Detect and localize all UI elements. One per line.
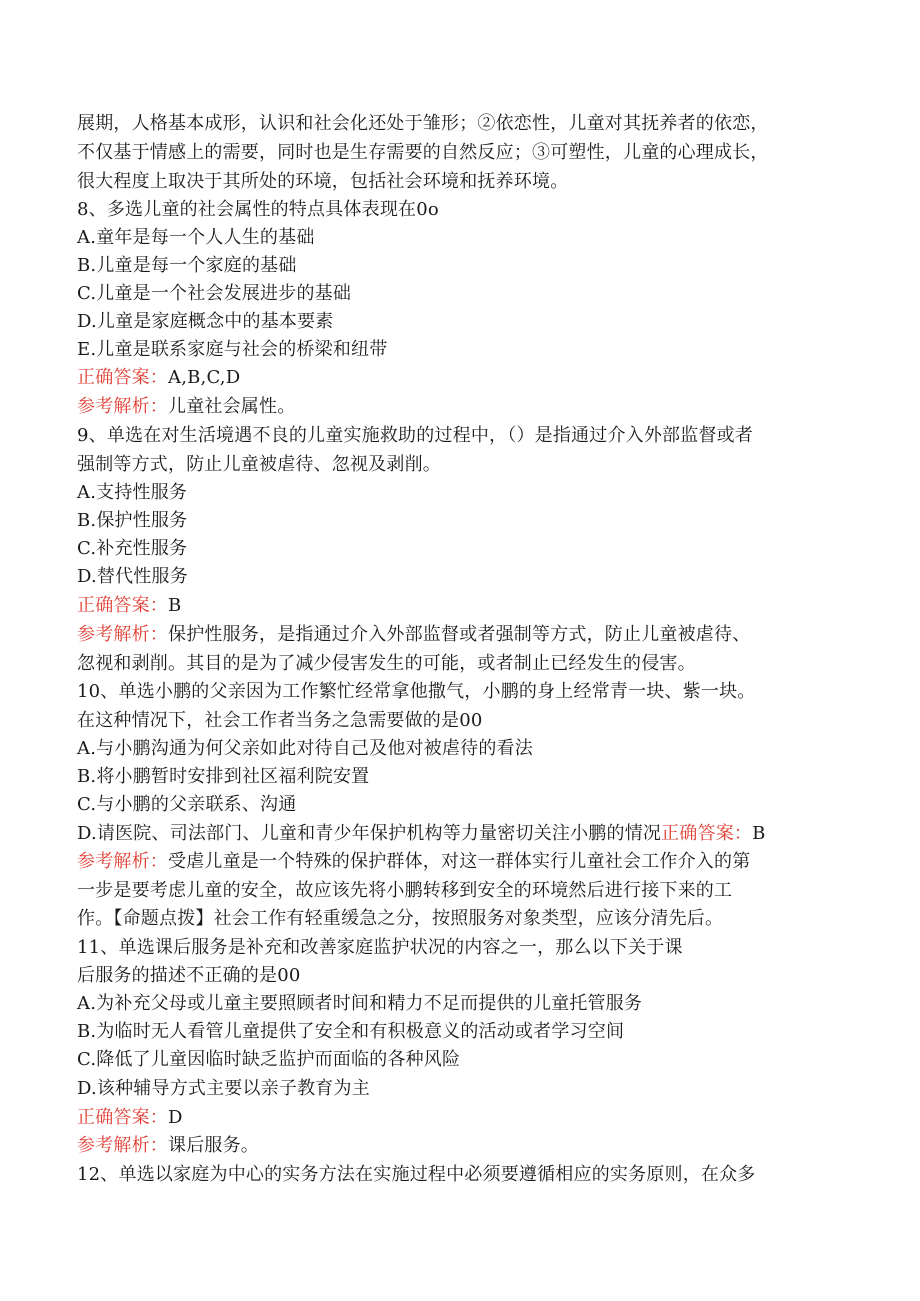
- answer-line: [77, 364, 240, 392]
- text-line: 很大程度上取决于其所处的环境，包括社会环境和抚养环境。: [77, 171, 569, 192]
- option: D.替代性服务: [77, 566, 188, 587]
- analysis-text: 忽视和剥削。其目的是为了减少侵害发生的可能，或者制止已经发生的侵害。: [77, 653, 696, 674]
- answer-line: [77, 1104, 183, 1132]
- answer-value: B: [168, 595, 182, 616]
- option: C.儿童是一个社会发展进步的基础: [77, 283, 352, 304]
- text-line: 不仅基于情感上的需要，同时也是生存需要的自然反应；③可塑性，儿童的心理成长，: [77, 142, 769, 163]
- question-9-stem: 强制等方式，防止儿童被虐待、忽视及剥削。: [77, 454, 441, 475]
- answer-line: [77, 592, 181, 620]
- analysis-text: 受虐儿童是一个特殊的保护群体，对这一群体实行儿童社会工作介入的第: [168, 851, 751, 872]
- analysis-text: 作。【命题点拨】社会工作有轻重缓急之分，按照服务对象类型，应该分清先后。: [77, 908, 724, 929]
- option: B.将小鹏暂时安排到社区福利院安置: [77, 766, 370, 787]
- answer-value: D: [168, 1107, 183, 1128]
- question-9-stem: 9、单选在对生活境遇不良的儿童实施救助的过程中，（）是指通过介入外部监督或者: [77, 425, 754, 446]
- question-11-stem: 11、单选课后服务是补充和改善家庭监护状况的内容之一，那么以下关于课: [77, 937, 683, 958]
- analysis-text: 儿童社会属性。: [168, 396, 296, 417]
- answer-label: 正确答案：: [77, 1107, 168, 1128]
- option: C.降低了儿童因临时缺乏监护而面临的各种风险: [77, 1049, 461, 1070]
- option: B.为临时无人看管儿童提供了安全和有积极意义的活动或者学习空间: [77, 1021, 625, 1042]
- analysis-text: 课后服务。: [168, 1135, 259, 1156]
- answer-value: B: [752, 823, 766, 844]
- answer-value: A,B,C,D: [168, 367, 241, 388]
- text-line: 展期，人格基本成形，认识和社会化还处于雏形；②依恋性，儿童对其抚养者的依恋，: [77, 113, 769, 134]
- analysis-text: 一步是要考虑儿童的安全，故应该先将小鹏转移到安全的环境然后进行接下来的工: [77, 880, 733, 901]
- analysis-line: [77, 848, 750, 876]
- option: E.儿童是联系家庭与社会的桥梁和纽带: [77, 339, 388, 360]
- option: D.儿童是家庭概念中的基本要素: [77, 311, 334, 332]
- option: A.支持性服务: [77, 482, 188, 503]
- question-11-stem: 后服务的描述不正确的是00: [77, 965, 301, 986]
- option-with-answer: [77, 820, 766, 848]
- analysis-label: 参考解析：: [77, 396, 168, 417]
- question-10-stem: 在这种情况下，社会工作者当务之急需要做的是00: [77, 710, 483, 731]
- option: B.儿童是每一个家庭的基础: [77, 255, 297, 276]
- analysis-line: [77, 621, 750, 649]
- question-10-stem: 10、单选小鹏的父亲因为工作繁忙经常拿他撒气，小鹏的身上经常青一块、紫一块。: [77, 681, 756, 702]
- answer-label: 正确答案：: [661, 823, 753, 844]
- option: C.补充性服务: [77, 538, 188, 559]
- option: D.请医院、司法部门、儿童和青少年保护机构等力量密切关注小鹏的情况: [77, 823, 662, 844]
- analysis-line: [77, 393, 295, 421]
- question-12-stem: 12、单选以家庭为中心的实务方法在实施过程中必须要遵循相应的实务原则，在众多: [77, 1164, 756, 1185]
- option: A.与小鹏沟通为何父亲如此对待自己及他对被虐待的看法: [77, 738, 533, 759]
- option: B.保护性服务: [77, 510, 188, 531]
- option: A.为补充父母或儿童主要照顾者时间和精力不足而提供的儿童托管服务: [77, 993, 643, 1014]
- analysis-label: 参考解析：: [77, 851, 168, 872]
- option: A.童年是每一个人人生的基础: [77, 227, 315, 248]
- option: D.该种辅导方式主要以亲子教育为主: [77, 1078, 370, 1099]
- analysis-label: 参考解析：: [77, 624, 168, 645]
- analysis-line: [77, 1132, 259, 1160]
- analysis-text: 保护性服务，是指通过介入外部监督或者强制等方式，防止儿童被虐待、: [168, 624, 751, 645]
- option: C.与小鹏的父亲联系、沟通: [77, 794, 297, 815]
- question-8-stem: 8、多选儿童的社会属性的特点具体表现在0o: [77, 199, 439, 220]
- answer-label: 正确答案：: [77, 367, 168, 388]
- answer-label: 正确答案：: [77, 595, 168, 616]
- analysis-label: 参考解析：: [77, 1135, 168, 1156]
